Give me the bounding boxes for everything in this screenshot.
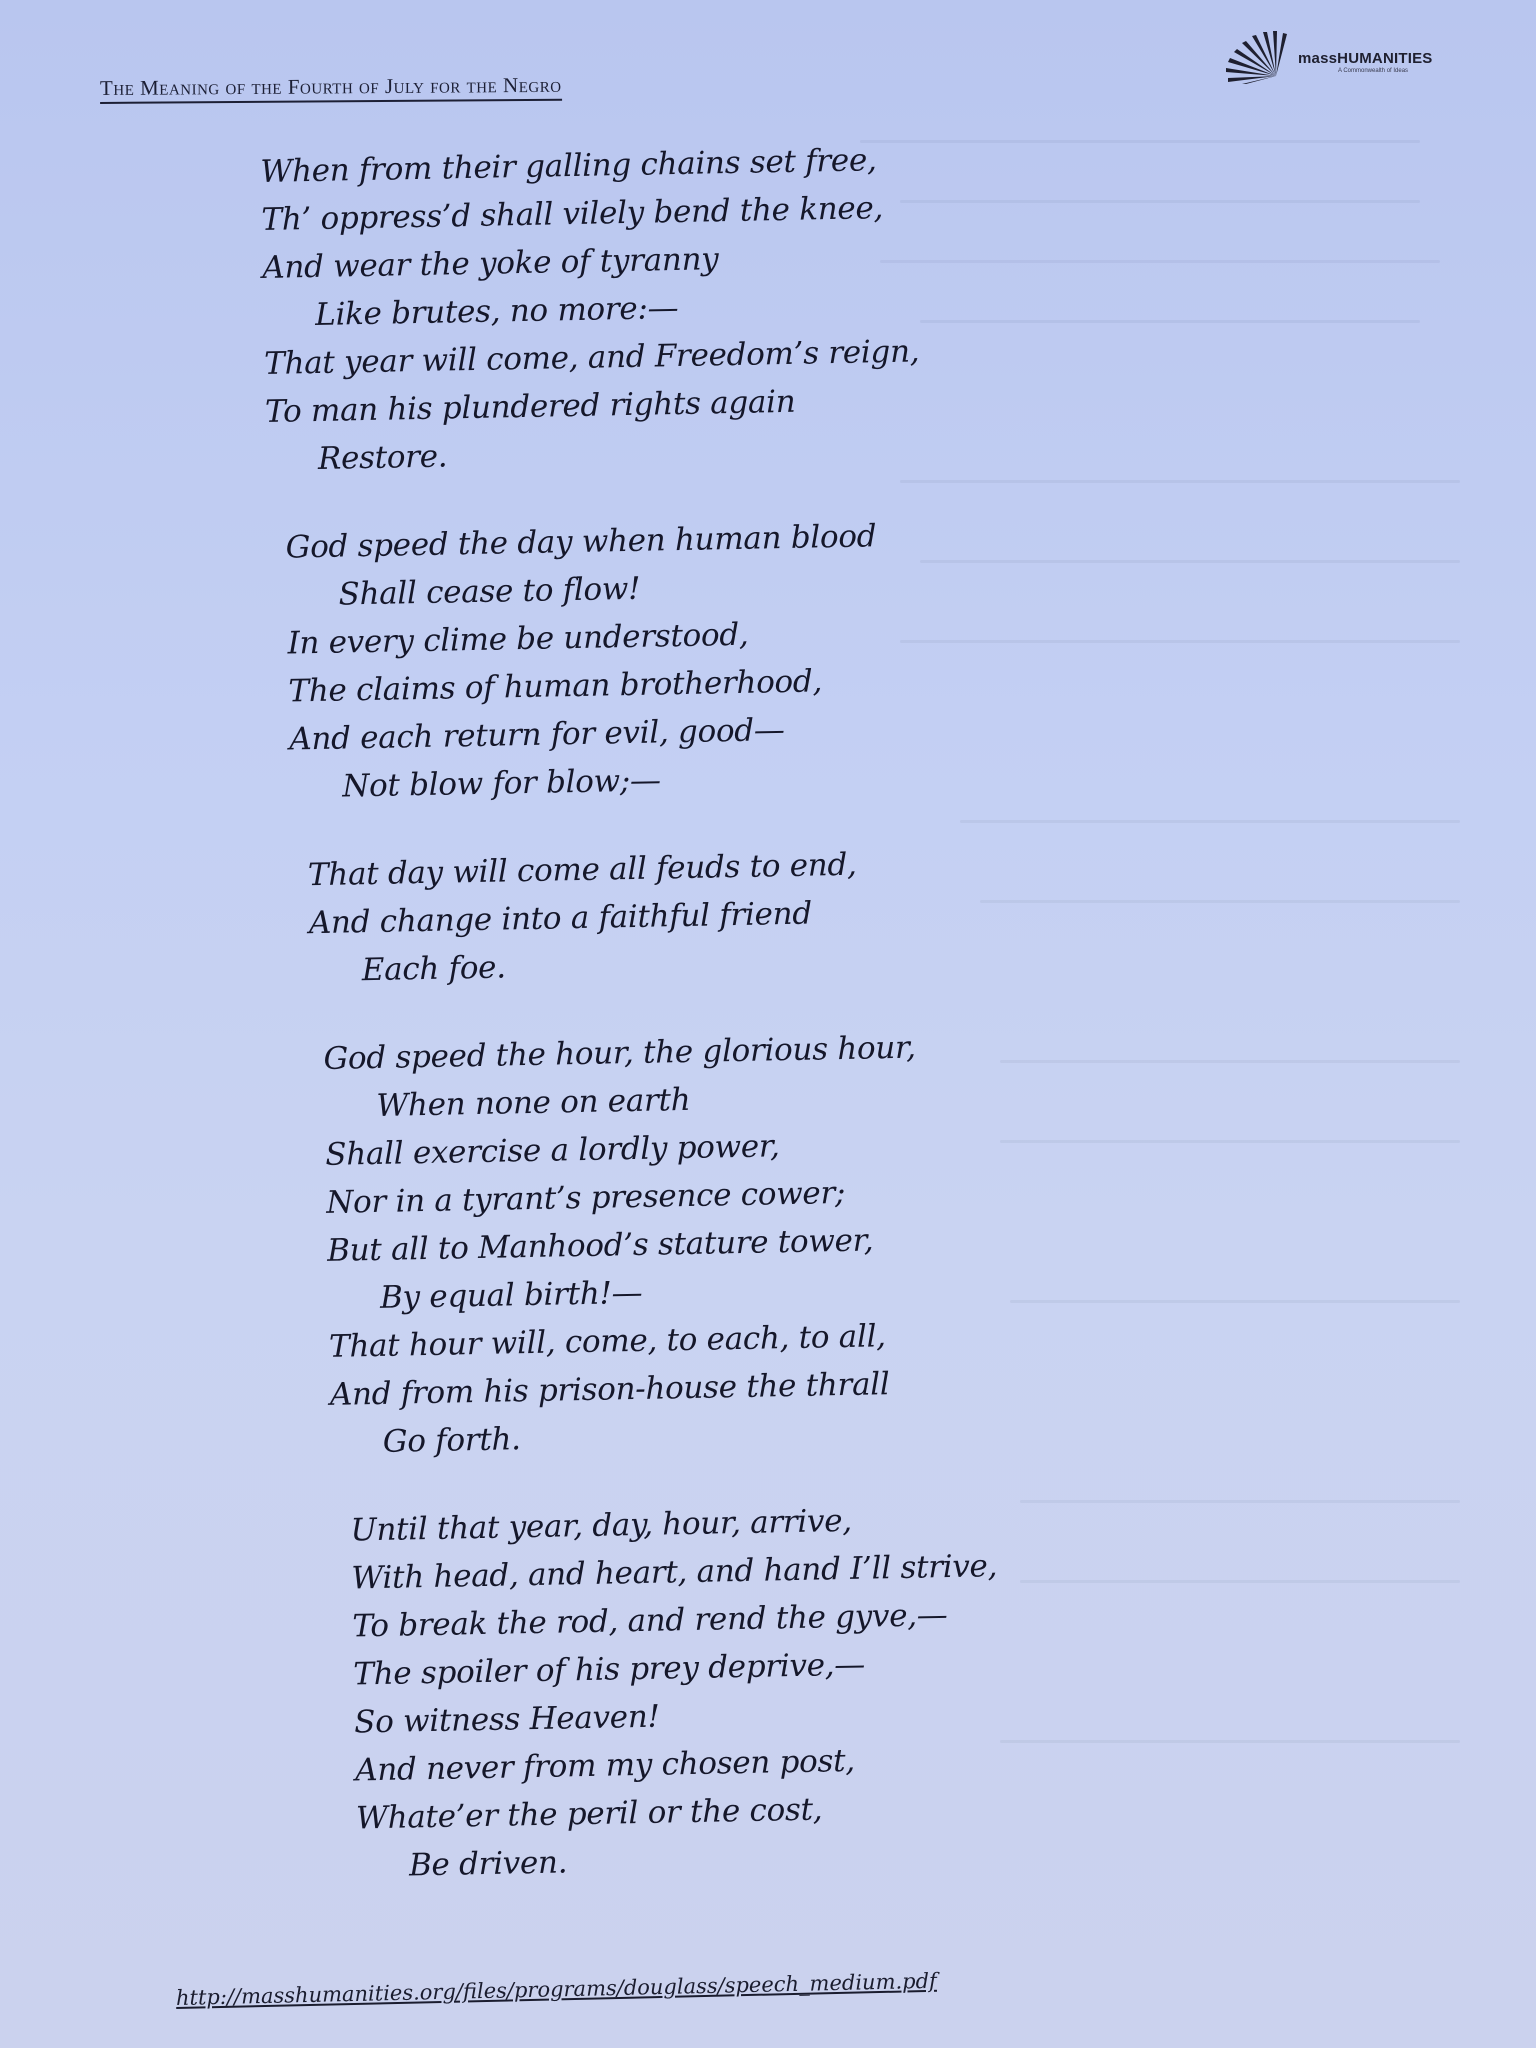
poem-line: When from their galling chains set free, [260,142,877,190]
poem-line: By equal birth!— [379,1274,643,1316]
poem-line: The claims of human brotherhood, [288,663,823,710]
stanza [350,1490,1193,1890]
logo-tagline: A Commonwealth of Ideas [1338,68,1409,74]
poem-line: God speed the day when human blood [285,518,877,566]
poem-line: Until that year, day, hour, arrive, [350,1502,853,1549]
poem-line: That year will come, and Freedom’s reign, [263,333,920,382]
poem-line: When none on earth [376,1081,691,1124]
poem-line: Shall cease to flow! [338,570,641,613]
poem-line: Whate’er the peril or the cost, [355,1791,823,1837]
poem-line: That day will come all feuds to end, [307,846,857,894]
stanza [308,835,1177,996]
poem-line: And each return for evil, good— [289,712,785,758]
poem-line: That hour will, come, to each, to all, [328,1318,887,1365]
poem-line: And never from my chosen post, [354,1742,856,1789]
poem-line: And from his prison-house the thrall [329,1366,890,1413]
masshumanities-logo [1218,28,1448,88]
poem-line: So witness Heaven! [353,1698,660,1741]
poem-line: Shall exercise a lordly power, [324,1128,780,1173]
poem-line: But all to Manhood’s stature tower, [326,1222,874,1269]
stanza [260,131,1166,484]
poem-line: Be driven. [408,1844,568,1884]
poem-line: In every clime be understood, [287,616,749,662]
sunburst-icon [1218,28,1298,84]
poem-line: Restore. [317,438,448,477]
poem-line: And change into a faithful friend [308,895,813,942]
logo-wordmark: massHUMANITIES [1298,50,1433,67]
stanza [285,507,1172,812]
stanza [323,1019,1185,1467]
poem-line: Th’ oppress’d shall vilely bend the knee, [261,190,884,238]
poem-line: And wear the yoke of tyranny [261,241,719,286]
poem-line: To break the rod, and rend the gyve,— [352,1597,948,1645]
poem-line: With head, and heart, and hand I’ll strive, [351,1548,998,1597]
document-title: The Meaning of the Fourth of July for the Negro [100,73,562,104]
poem-line: Go forth. [382,1421,522,1460]
poem-line: To man his plundered rights again [264,383,796,430]
poem-line: Not blow for blow;— [341,762,661,805]
poem-line: Nor in a tyrant’s presence cower; [325,1174,846,1221]
poem-line: Like brutes, no more:— [314,290,679,333]
source-url-link[interactable]: http://masshumanities.org/files/programs/douglass/speech_medium.pdf [175,1968,938,2010]
poem-line: Each foe. [361,949,507,989]
poem-body [260,131,1194,1932]
poem-line: The spoiler of his prey deprive,— [352,1646,866,1693]
poem-line: God speed the hour, the glorious hour, [323,1029,916,1077]
